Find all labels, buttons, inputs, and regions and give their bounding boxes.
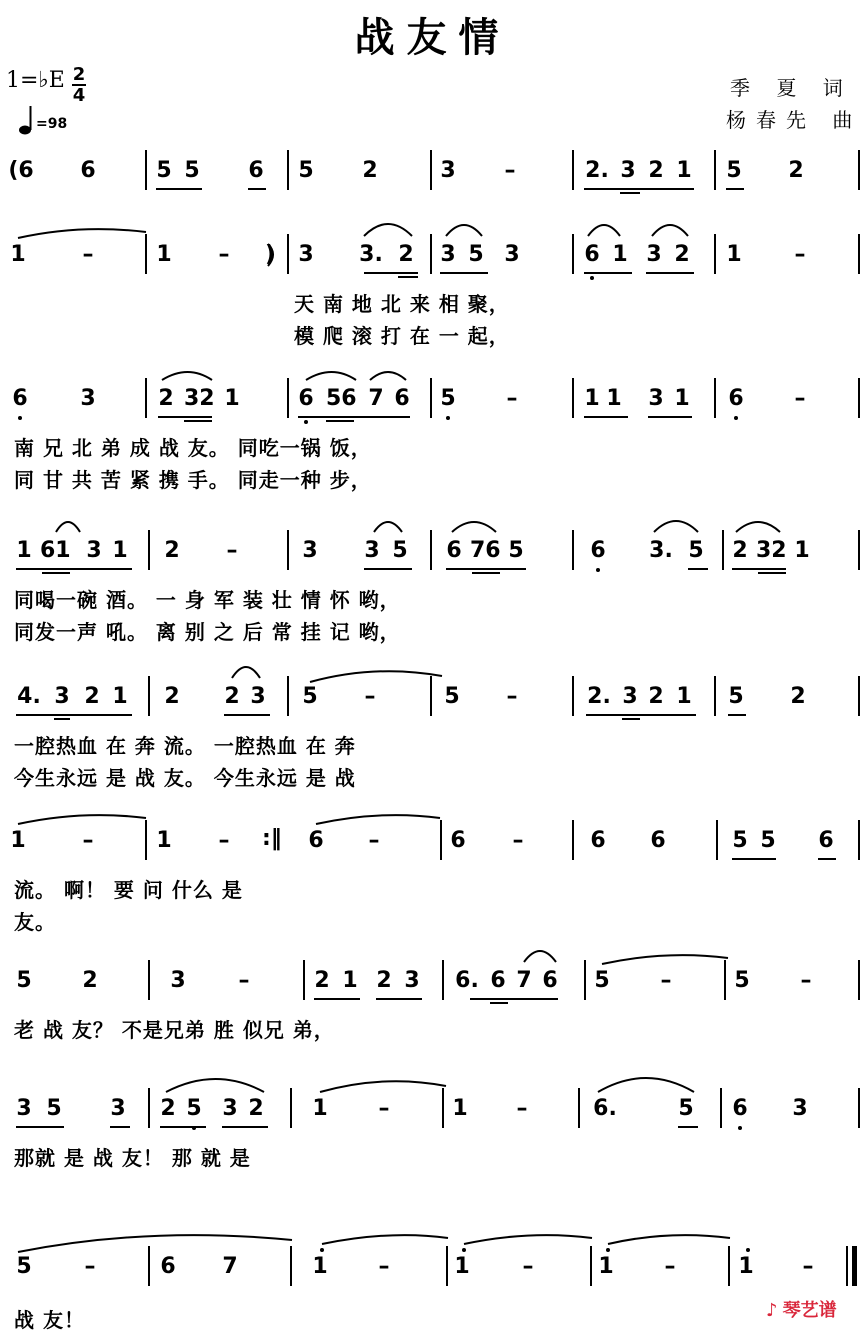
slur — [232, 667, 260, 678]
underline — [758, 572, 786, 574]
barline — [287, 234, 289, 274]
note: 5 — [468, 242, 484, 267]
note: 6 — [450, 828, 466, 853]
note: 1 — [598, 1254, 614, 1279]
note: 2 — [376, 968, 392, 993]
note: 2 — [248, 1096, 264, 1121]
low-octave-dot — [446, 416, 450, 420]
underline — [184, 420, 212, 422]
note: 3. — [359, 242, 383, 267]
note: 2. — [585, 158, 609, 183]
note: 2 — [648, 684, 664, 709]
high-octave-dot — [606, 1248, 610, 1252]
barline — [440, 820, 442, 860]
note: – — [504, 158, 516, 183]
barline — [572, 378, 574, 418]
note: 5 — [302, 684, 318, 709]
slur — [736, 522, 780, 532]
barline — [290, 1246, 292, 1286]
underline — [42, 572, 70, 574]
note: 2 — [84, 684, 100, 709]
barline — [430, 378, 432, 418]
note: – — [378, 1254, 390, 1279]
note: – — [800, 968, 812, 993]
slur — [364, 224, 412, 236]
underline — [678, 1126, 698, 1128]
note: 5 — [734, 968, 750, 993]
note: 5 — [688, 538, 704, 563]
composer-credit: 杨春先 曲 — [726, 108, 863, 132]
note: ) — [264, 242, 276, 267]
lyric-line-2: 模 爬 滚 打 在 一 起， — [294, 324, 510, 348]
lyric-line-1: 战 友！ — [14, 1308, 85, 1332]
note: 6 — [394, 386, 410, 411]
lyricist-credit: 季 夏 词 — [730, 76, 853, 100]
underline — [110, 1126, 130, 1128]
note: 3 — [440, 242, 456, 267]
note: 6 — [490, 968, 506, 993]
note: 32 — [756, 538, 787, 563]
barline — [572, 150, 574, 190]
brand-logo — [766, 1296, 837, 1322]
note: 3 — [54, 684, 70, 709]
lyric-line-2: 同发一声 吼。 离 别 之 后 常 挂 记 哟， — [14, 620, 401, 644]
underline — [622, 718, 640, 720]
tie — [320, 1081, 446, 1092]
underline — [620, 192, 640, 194]
note: 61 — [40, 538, 71, 563]
note: 3 — [250, 684, 266, 709]
barline — [145, 378, 147, 418]
note: – — [664, 1254, 676, 1279]
note: 7 — [222, 1254, 238, 1279]
note: 1 — [112, 684, 128, 709]
brand-name: 琴艺谱 — [782, 1300, 837, 1321]
barline — [858, 820, 860, 860]
barline — [442, 1088, 444, 1128]
note: 5 — [298, 158, 314, 183]
note: 32 — [184, 386, 215, 411]
note: 5 — [16, 968, 32, 993]
underline — [584, 416, 628, 418]
tie — [18, 815, 146, 824]
underline — [688, 568, 708, 570]
underline — [376, 998, 422, 1000]
song-title: 战友情 — [354, 15, 511, 61]
underline — [364, 568, 412, 570]
underline — [648, 416, 692, 418]
underline — [470, 998, 558, 1000]
note: 6 — [590, 828, 606, 853]
note: 2 — [788, 158, 804, 183]
low-octave-dot — [596, 568, 600, 572]
note: – — [506, 386, 518, 411]
slur — [524, 951, 556, 962]
barline — [148, 960, 150, 1000]
slur — [446, 225, 482, 236]
barline — [578, 1088, 580, 1128]
barline — [287, 150, 289, 190]
note: 3 — [364, 538, 380, 563]
note: 3 — [16, 1096, 32, 1121]
note: 1 — [606, 386, 622, 411]
note: – — [794, 242, 806, 267]
barline — [572, 530, 574, 570]
low-octave-dot — [18, 416, 22, 420]
note: 6 — [298, 386, 314, 411]
underline — [586, 714, 696, 716]
note: 6 — [728, 386, 744, 411]
note: – — [516, 1096, 528, 1121]
barline — [148, 1246, 150, 1286]
underline — [732, 858, 776, 860]
note: 6 — [248, 158, 264, 183]
note: 1 — [112, 538, 128, 563]
note: 6 — [584, 242, 600, 267]
slur — [588, 225, 620, 236]
barline — [148, 676, 150, 716]
barline — [430, 234, 432, 274]
note: 3 — [440, 158, 456, 183]
lyric-line-2: 同 甘 共 苦 紧 携 手。 同走一种 步， — [14, 468, 372, 492]
note: 3 — [504, 242, 520, 267]
underline — [222, 1126, 268, 1128]
low-octave-dot — [304, 420, 308, 424]
high-octave-dot — [320, 1248, 324, 1252]
lyric-line-2: 友。 — [14, 910, 56, 934]
barline — [714, 676, 716, 716]
lyric-line-1: 老 战 友？ 不是兄弟 胜 似兄 弟， — [14, 1018, 335, 1042]
time-sig-top: 2 — [72, 64, 86, 85]
tie — [316, 815, 440, 824]
note: 1 — [676, 158, 692, 183]
slur — [652, 225, 688, 236]
barline — [714, 378, 716, 418]
final-barline-thick — [852, 1246, 857, 1286]
note: 5 — [508, 538, 524, 563]
barline — [287, 676, 289, 716]
slur — [370, 372, 406, 380]
underline — [732, 568, 786, 570]
note: 76 — [470, 538, 501, 563]
lyric-line-1: 同喝一碗 酒。 一 身 军 装 壮 情 怀 哟， — [14, 588, 401, 612]
barline — [148, 1088, 150, 1128]
note: 2 — [158, 386, 174, 411]
barline — [858, 960, 860, 1000]
note: 3 — [222, 1096, 238, 1121]
time-signature — [72, 66, 86, 104]
underline — [156, 188, 202, 190]
note: – — [84, 1254, 96, 1279]
note: 2 — [82, 968, 98, 993]
note: – — [364, 684, 376, 709]
note: 5 — [156, 158, 172, 183]
slur — [452, 522, 496, 532]
note: – — [238, 968, 250, 993]
note: 6 — [590, 538, 606, 563]
note: 3 — [792, 1096, 808, 1121]
note: 6 — [12, 386, 28, 411]
note: 6 — [160, 1254, 176, 1279]
note: – — [512, 828, 524, 853]
note: 5 — [186, 1096, 202, 1121]
note: 1 — [10, 242, 26, 267]
tie — [18, 229, 146, 238]
barline — [858, 530, 860, 570]
note: 3 — [86, 538, 102, 563]
barline — [858, 234, 860, 274]
underline — [364, 272, 418, 274]
note: 1 — [16, 538, 32, 563]
note-logo-icon: ♪ — [766, 1300, 778, 1321]
note: 2 — [398, 242, 414, 267]
note: 1 — [312, 1254, 328, 1279]
underline — [726, 188, 744, 190]
note: 6 — [542, 968, 558, 993]
barline — [590, 1246, 592, 1286]
note: 1 — [454, 1254, 470, 1279]
note: 2. — [587, 684, 611, 709]
final-barline-thin — [846, 1246, 848, 1286]
repeat-end-sign: :‖ — [262, 826, 282, 851]
underline — [326, 420, 354, 422]
note: 2 — [314, 968, 330, 993]
note: 1 — [452, 1096, 468, 1121]
underline — [446, 568, 526, 570]
note: 2 — [674, 242, 690, 267]
lyric-line-1: 那就 是 战 友！ 那 就 是 — [14, 1146, 251, 1170]
barline — [287, 378, 289, 418]
barline — [724, 960, 726, 1000]
note: 5 — [732, 828, 748, 853]
note: – — [522, 1254, 534, 1279]
note: – — [226, 538, 238, 563]
slur — [374, 522, 402, 532]
note: – — [218, 242, 230, 267]
tie — [602, 955, 728, 964]
underline — [398, 276, 418, 278]
barline — [145, 234, 147, 274]
note: – — [368, 828, 380, 853]
note: 2 — [648, 158, 664, 183]
barline — [430, 676, 432, 716]
barline — [145, 150, 147, 190]
tie — [464, 1235, 592, 1244]
note: – — [506, 684, 518, 709]
note: 5 — [760, 828, 776, 853]
note: 2 — [164, 538, 180, 563]
barline — [714, 234, 716, 274]
key-signature: 1=♭E — [6, 68, 65, 93]
tie — [310, 671, 442, 682]
underline — [646, 272, 694, 274]
note: 6 — [818, 828, 834, 853]
barline — [858, 676, 860, 716]
note: 2 — [732, 538, 748, 563]
slur — [654, 521, 698, 532]
tempo-marking: =98 — [36, 116, 68, 132]
note: 6. — [593, 1096, 617, 1121]
slur — [306, 372, 356, 380]
barline — [714, 150, 716, 190]
low-octave-dot — [590, 276, 594, 280]
barline — [430, 530, 432, 570]
barline — [858, 150, 860, 190]
underline — [728, 714, 746, 716]
note: 5 — [392, 538, 408, 563]
time-sig-bottom: 4 — [72, 85, 86, 106]
note: 1 — [726, 242, 742, 267]
note: 7 — [516, 968, 532, 993]
note: 5 — [678, 1096, 694, 1121]
barline — [446, 1246, 448, 1286]
note: 6 — [80, 158, 96, 183]
barline — [148, 530, 150, 570]
note: 5 — [444, 684, 460, 709]
underline — [158, 416, 212, 418]
note: 1 — [312, 1096, 328, 1121]
underline — [818, 858, 836, 860]
underline — [584, 272, 632, 274]
high-octave-dot — [746, 1248, 750, 1252]
note: 1 — [224, 386, 240, 411]
tie — [18, 1235, 292, 1252]
note: 4. — [17, 684, 41, 709]
note: 3 — [646, 242, 662, 267]
note: 2 — [362, 158, 378, 183]
tie — [608, 1235, 730, 1244]
note: 1 — [342, 968, 358, 993]
barline — [145, 820, 147, 860]
note: – — [82, 242, 94, 267]
note: – — [218, 828, 230, 853]
note: 7 — [368, 386, 384, 411]
note: 1 — [156, 242, 172, 267]
low-octave-dot — [738, 1126, 742, 1130]
note: 3 — [622, 684, 638, 709]
note: 5 — [594, 968, 610, 993]
note: 3 — [404, 968, 420, 993]
note: 5 — [726, 158, 742, 183]
barline — [572, 820, 574, 860]
barline — [290, 1088, 292, 1128]
lyric-line-1: 天 南 地 北 来 相 聚， — [294, 292, 510, 316]
note: (6 — [8, 158, 34, 183]
note: 3 — [170, 968, 186, 993]
note: – — [378, 1096, 390, 1121]
note: 5 — [184, 158, 200, 183]
note: 1 — [156, 828, 172, 853]
note: – — [660, 968, 672, 993]
note: 6 — [732, 1096, 748, 1121]
note: 2 — [790, 684, 806, 709]
note: 5 — [46, 1096, 62, 1121]
note: 1 — [612, 242, 628, 267]
underline — [314, 998, 360, 1000]
note: 56 — [326, 386, 357, 411]
underline — [472, 572, 500, 574]
lyric-line-1: 流。 啊！ 要 问 什么 是 — [14, 878, 243, 902]
low-octave-dot — [734, 416, 738, 420]
slur — [166, 1079, 264, 1092]
note: 3 — [648, 386, 664, 411]
note: 1 — [584, 386, 600, 411]
note: 1 — [10, 828, 26, 853]
barline — [584, 960, 586, 1000]
underline — [16, 568, 132, 570]
note: 1 — [674, 386, 690, 411]
underline — [160, 1126, 206, 1128]
note: 3 — [80, 386, 96, 411]
underline — [16, 1126, 64, 1128]
note: 1 — [794, 538, 810, 563]
barline — [572, 234, 574, 274]
tie — [322, 1235, 448, 1244]
lyric-line-1: 一腔热血 在 奔 流。 一腔热血 在 奔 — [14, 734, 356, 758]
barline — [858, 378, 860, 418]
lyric-line-1: 南 兄 北 弟 成 战 友。 同吃一锅 饭， — [14, 436, 372, 460]
quarter-note-icon — [18, 104, 36, 140]
note: 2 — [164, 684, 180, 709]
underline — [584, 188, 694, 190]
barline — [572, 676, 574, 716]
note: 3 — [302, 538, 318, 563]
barline — [858, 1088, 860, 1128]
barline — [430, 150, 432, 190]
note: 1 — [738, 1254, 754, 1279]
note: 6. — [455, 968, 479, 993]
slur — [162, 372, 212, 380]
note: 3 — [110, 1096, 126, 1121]
lyric-line-2: 今生永远 是 战 友。 今生永远 是 战 — [14, 766, 356, 790]
note: 2 — [224, 684, 240, 709]
note: 6 — [446, 538, 462, 563]
note: 1 — [676, 684, 692, 709]
note: 3. — [649, 538, 673, 563]
barline — [287, 530, 289, 570]
slur — [598, 1078, 694, 1092]
note: – — [82, 828, 94, 853]
barline — [442, 960, 444, 1000]
slur — [56, 522, 80, 532]
note: – — [794, 386, 806, 411]
barline — [720, 1088, 722, 1128]
note: 6 — [650, 828, 666, 853]
underline — [54, 718, 70, 720]
note: 5 — [440, 386, 456, 411]
note: – — [802, 1254, 814, 1279]
underline — [224, 714, 270, 716]
note: 3 — [620, 158, 636, 183]
barline — [722, 530, 724, 570]
underline — [440, 272, 488, 274]
note: 2 — [160, 1096, 176, 1121]
high-octave-dot — [462, 1248, 466, 1252]
barline — [716, 820, 718, 860]
note: 5 — [16, 1254, 32, 1279]
barline — [728, 1246, 730, 1286]
note: 5 — [728, 684, 744, 709]
underline — [248, 188, 266, 190]
note: 6 — [308, 828, 324, 853]
underline — [16, 714, 132, 716]
note: 3 — [298, 242, 314, 267]
barline — [303, 960, 305, 1000]
underline — [298, 416, 410, 418]
underline — [490, 1002, 508, 1004]
